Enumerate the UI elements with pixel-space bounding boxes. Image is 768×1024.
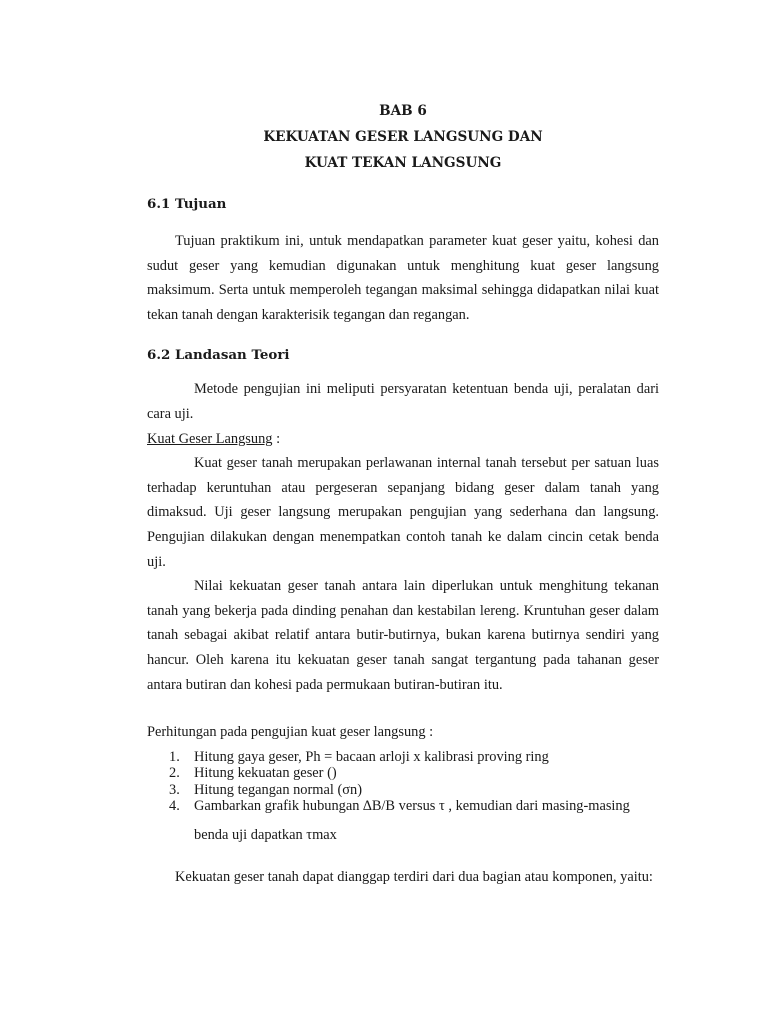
- paragraph-perhitungan-intro: Perhitungan pada pengujian kuat geser langsung :: [147, 724, 434, 741]
- list-item: [147, 798, 659, 847]
- subheading-kuat-geser-langsung: Kuat Geser Langsung: [147, 430, 273, 447]
- list-item: [147, 765, 659, 782]
- subheading-line: [147, 427, 659, 452]
- subheading-colon: :: [272, 430, 281, 447]
- chapter-title-line-2: KUAT TEKAN LANGSUNG: [304, 155, 502, 171]
- chapter-title-line-1: KEKUATAN GESER LANGSUNG DAN: [263, 129, 543, 145]
- list-item-number: 1.: [169, 748, 180, 765]
- list-item-number: 4.: [169, 798, 180, 815]
- paragraph-tujuan: Tujuan praktikum ini, untuk mendapatkan parameter kuat geser yaitu, kohesi dan sudut geser yang kemudian digunakan untuk menghitung kuat geser langsung maksimum. Serta untuk memperoleh tegangan maksimal sehingga didapatkan nilai kuat tekan tanah dengan karakterisik tegangan dan regangan.: [147, 233, 659, 323]
- list-item: [147, 782, 659, 799]
- list-item-continuation: benda uji dapatkan τmax: [194, 827, 337, 844]
- paragraph-nilai-kekuatan-geser: Nilai kekuatan geser tanah antara lain diperlukan untuk menghitung tekanan tanah yang bekerja pada dinding penahan dan kestabilan lereng. Kruntuhan geser dalam tanah sebagai akibat relatif antara butir-butirnya, bukan karena butirnya sendiri yang hancur. Oleh karena itu kekuatan geser tanah sangat tergantung pada tahanan geser antara butiran dan kohesi pada permukaan butiran-butiran itu.: [147, 578, 659, 693]
- list-item: [147, 749, 659, 766]
- calculation-steps-list: [147, 749, 659, 847]
- section-heading-tujuan: 6.1 Tujuan: [147, 196, 227, 212]
- document-content: [147, 98, 659, 890]
- chapter-number: BAB 6: [379, 103, 427, 119]
- paragraph-metode: Metode pengujian ini meliputi persyaratan ketentuan benda uji, peralatan dari cara uji.: [147, 381, 659, 422]
- paragraph-kekuatan-geser-komponen: Kekuatan geser tanah dapat dianggap terdiri dari dua bagian atau komponen, yaitu:: [175, 869, 653, 886]
- section-heading-landasan-teori: 6.2 Landasan Teori: [147, 347, 290, 364]
- list-item-text: Gambarkan grafik hubungan ∆B/B versus τ , kemudian dari masing-masing: [194, 798, 630, 815]
- list-item-number: 2.: [169, 765, 180, 782]
- list-item-number: 3.: [169, 781, 180, 798]
- chapter-title: [147, 98, 659, 176]
- list-item-text: Hitung gaya geser, Ph = bacaan arloji x kalibrasi proving ring: [194, 748, 549, 765]
- list-item-text: Hitung tegangan normal (σn): [194, 781, 363, 798]
- list-item-text: Hitung kekuatan geser (): [194, 765, 337, 782]
- paragraph-kuat-geser-definition: Kuat geser tanah merupakan perlawanan internal tanah tersebut per satuan luas terhadap keruntuhan atau pergeseran sepanjang bidang geser dalam tanah yang dimaksud. Uji geser langsung merupakan pengujian yang sederhana dan langsung. Pengujian dilakukan dengan menempatkan contoh tanah ke dalam cincin cetak benda uji.: [147, 455, 659, 570]
